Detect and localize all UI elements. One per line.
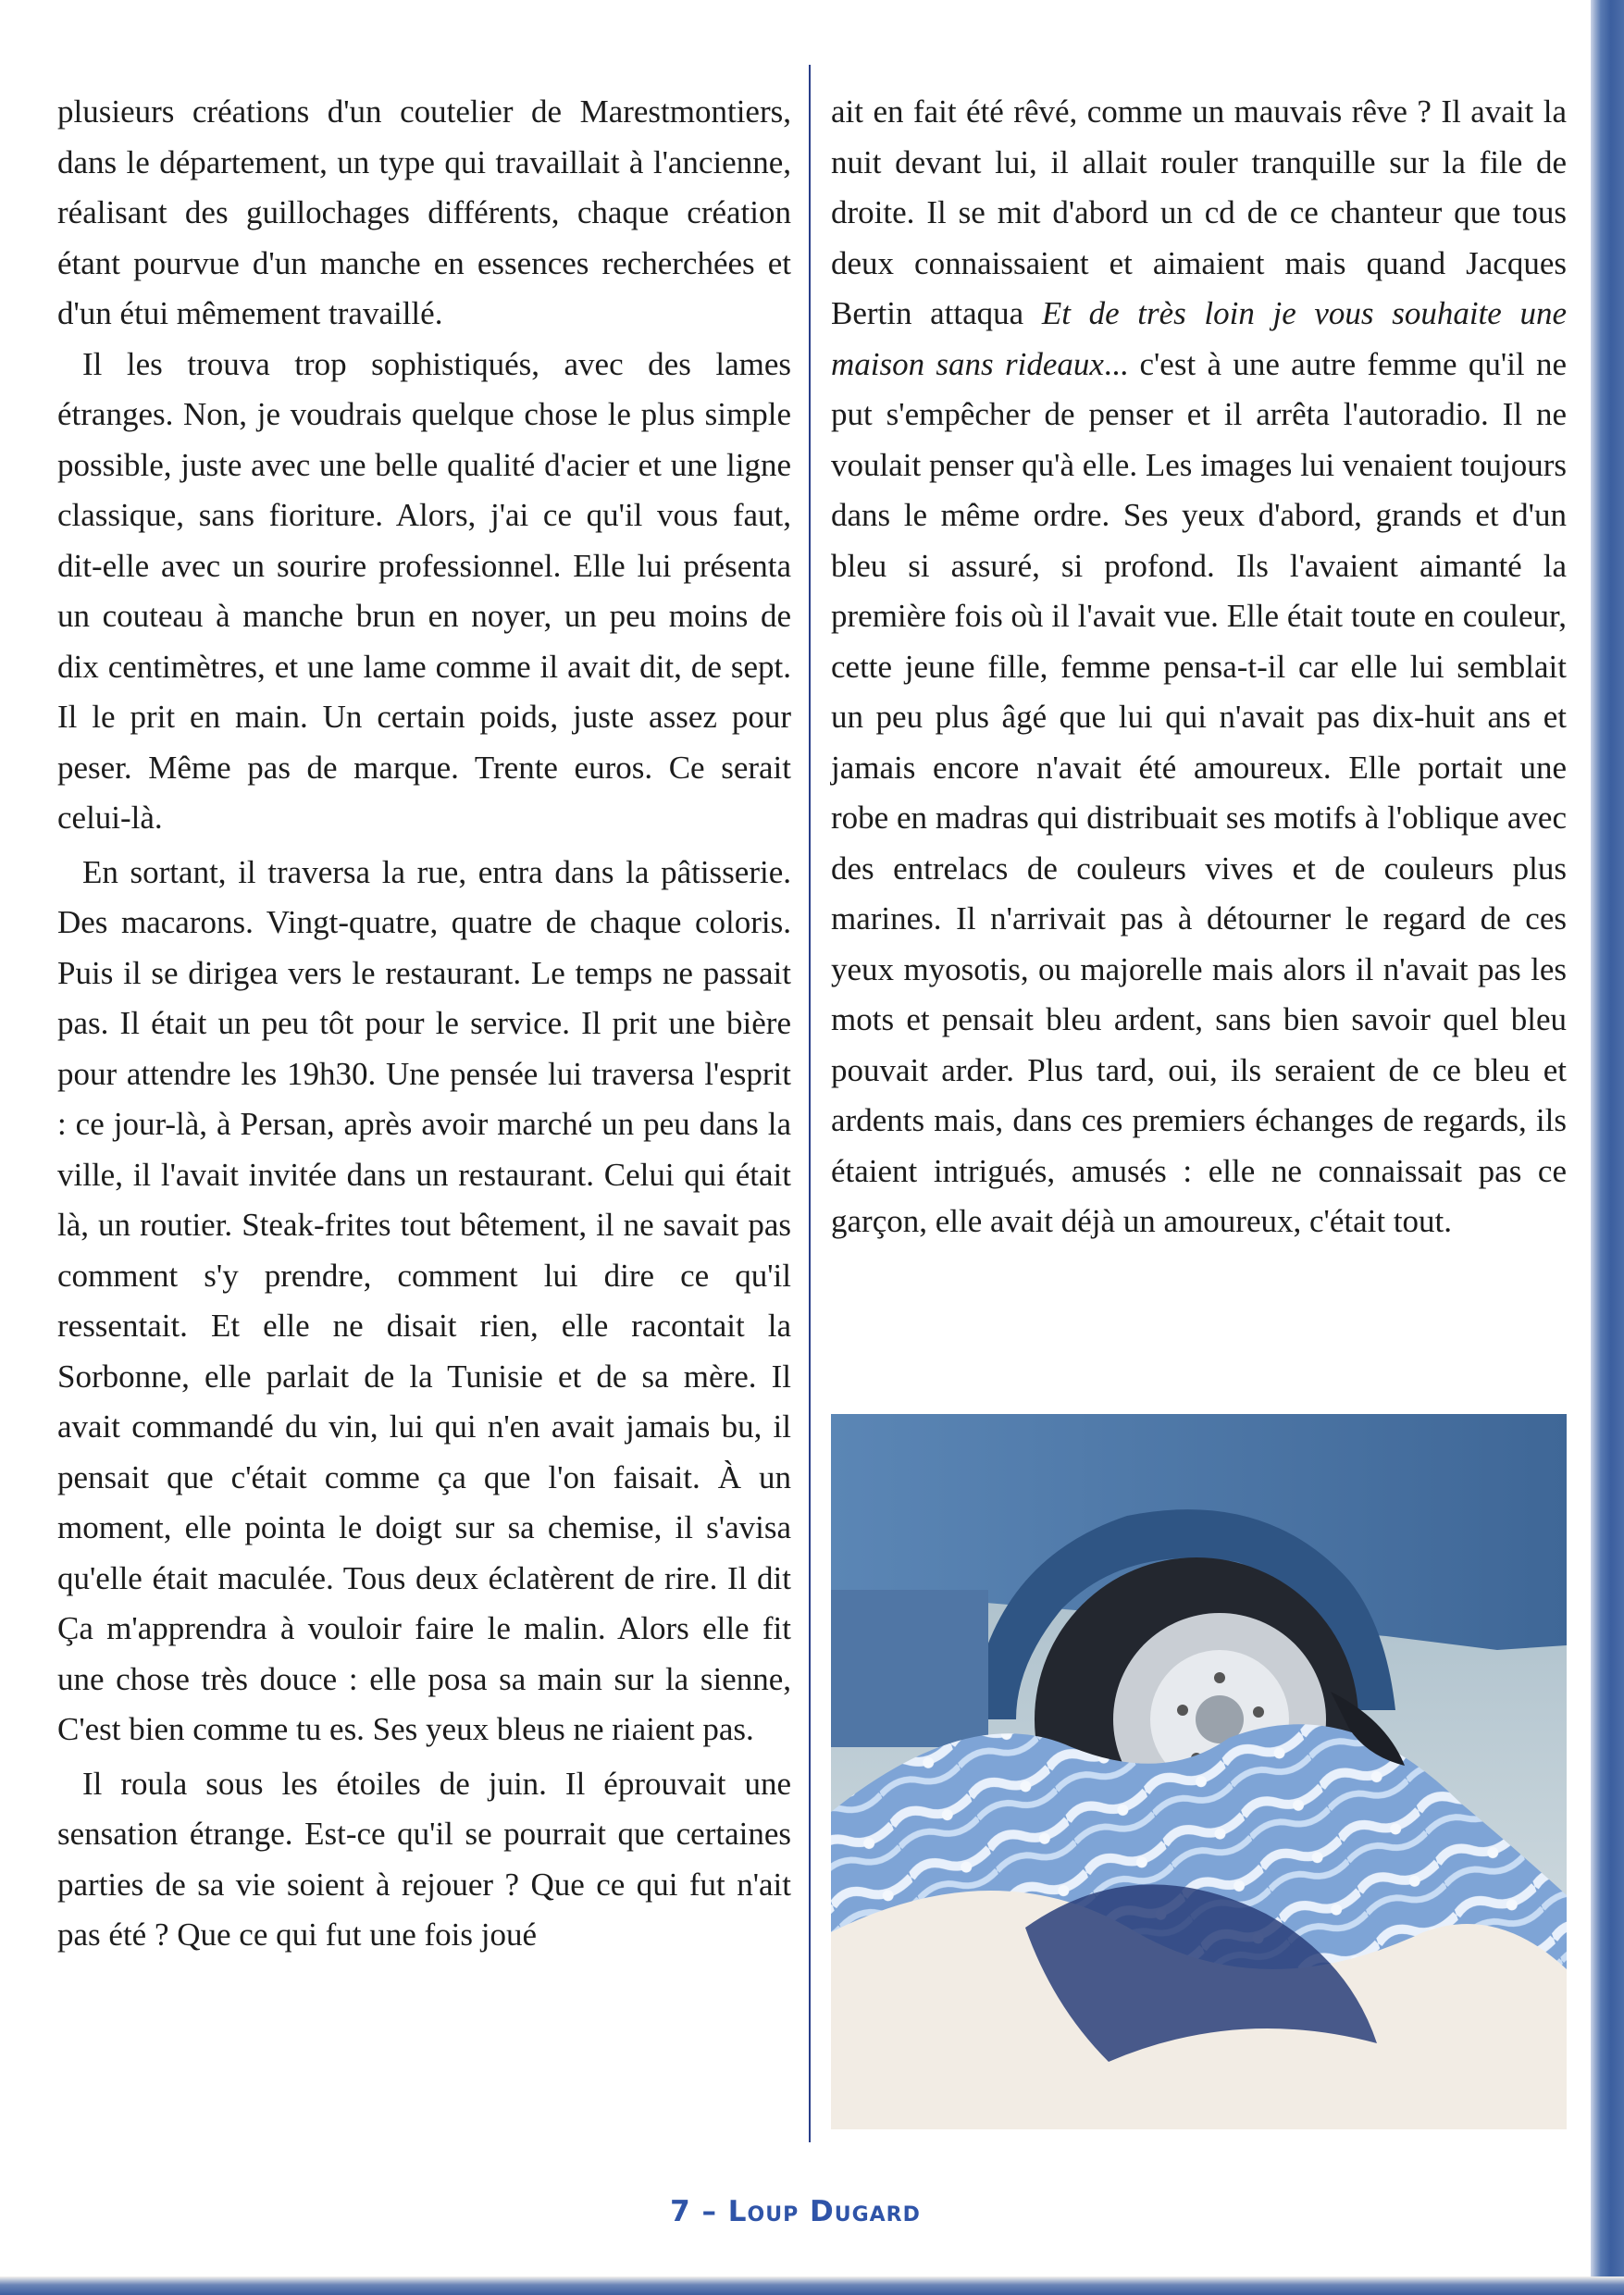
car-lower-panel-shape bbox=[831, 1590, 988, 1747]
page-footer bbox=[0, 2195, 1591, 2228]
illustration-car-figure bbox=[831, 1414, 1567, 2129]
author-name: Loup Dugard bbox=[727, 2195, 921, 2228]
paragraph bbox=[831, 87, 1567, 1247]
page-frame-bottom bbox=[0, 2276, 1624, 2295]
paragraph: Il les trouva trop sophistiqués, avec des lames étranges. Non, je voudrais quelque chose le plus simple possible, juste avec une belle qualité d'acier et une ligne classique, sans fioriture. Alors, j'ai ce qu'il vous faut, dit-elle avec un sourire professionnel. Elle lui présenta un couteau à manche brun en noyer, un peu moins de dix centimètres, et une lame comme il avait dit, de sept. Il le prit en main. Un certain poids, juste assez pour peser. Même pas de marque. Trente euros. Ce serait celui-là. bbox=[57, 345, 791, 836]
paragraph: En sortant, il traversa la rue, entra dans la pâtisserie. Des macarons. Vingt-quatre, quatre de chaque coloris. Puis il se dirigea vers le restaurant. Le temps ne passait pas. Il était un peu tôt pour le service. Il prit une bière pour attendre les 19h30. Une pensée lui traversa l'esprit : ce jour-là, à Persan, après avoir marché un peu dans la ville, il l'avait invitée dans un restaurant. Celui qui était là, un routier. Steak-frites tout bêtement, il ne savait pas comment s'y prendre, comment lui dire ce qu'il ressentait. Et elle ne disait rien, elle racontait la Sorbonne, elle parlait de la Tunisie et de sa mère. Il avait commandé du vin, lui qui n'en avait jamais bu, il pensait que c'était comme ça que l'on faisait. À un moment, elle pointa le doigt sur sa chemise, il s'avisa qu'elle était maculée. Tous deux éclatèrent de rire. Il dit Ça m'apprendra à vouloir faire le malin. Alors elle fit une chose très douce : elle posa sa main sur la sienne, C'est bien comme tu es. Ses yeux bleus ne riaient pas. bbox=[57, 853, 791, 1747]
paragraph-text: ait en fait été rêvé, comme un mauvais rêve ? Il avait la nuit devant lui, il allait rouler tranquille sur la file de droite. Il se mit d'abord un cd de ce chanteur que tous deux connaissaient et aimaient mais quand Jacques Bertin attaqua bbox=[831, 93, 1567, 331]
page-number: 7 bbox=[670, 2195, 691, 2228]
song-lyric-italic: Et de très loin je vous souhaite une maison sans rideaux bbox=[831, 295, 1567, 382]
paragraph: plusieurs créations d'un coutelier de Marestmontiers, dans le département, un type qui travaillait à l'ancienne, réalisant des guillochages différents, chaque création étant pourvue d'un manche en essences recherchées et d'un étui mêmement travaillé. bbox=[57, 93, 791, 331]
column-divider bbox=[809, 65, 811, 2142]
right-column bbox=[831, 87, 1567, 1247]
paragraph-text: ... c'est à une autre femme qu'il ne put s'empêcher de penser et il arrêta l'autoradio. Il ne voulait penser qu'à elle. Les images lui venaient toujours dans le même ordre. Ses yeux d'abord, grands et d'un bleu si assuré, si profond. Ils l'avaient aimanté la première fois où il l'avait vue. Elle était toute en couleur, cette jeune fille, femme pensa-t-il car elle lui semblait un peu plus âgé que lui qui n'avait pas dix-huit ans et jamais encore n'avait été amoureux. Elle portait une robe en madras qui distribuait ses motifs à l'oblique avec des entrelacs de couleurs vives et de couleurs plus marines. Il n'arrivait pas à détourner le regard de ces yeux myosotis, ou majorelle mais alors il n'avait pas les mots et pensait bleu ardent, sans bien savoir quel bleu pouvait arder. Plus tard, oui, ils seraient de ce bleu et ardents mais, dans ces premiers échanges de regards, ils étaient intrigués, amusés : elle ne connaissait pas ce garçon, elle avait déjà un amoureux, c'était tout. bbox=[831, 345, 1567, 1239]
left-column bbox=[57, 87, 791, 1961]
paragraph: Il roula sous les étoiles de juin. Il éprouvait une sensation étrange. Est-ce qu'il se pourrait que certaines parties de sa vie soient à rejouer ? Que ce qui fut n'ait pas été ? Que ce qui fut une fois joué bbox=[57, 1765, 791, 1953]
page-frame-right bbox=[1591, 0, 1624, 2295]
footer-separator: – bbox=[701, 2195, 717, 2228]
